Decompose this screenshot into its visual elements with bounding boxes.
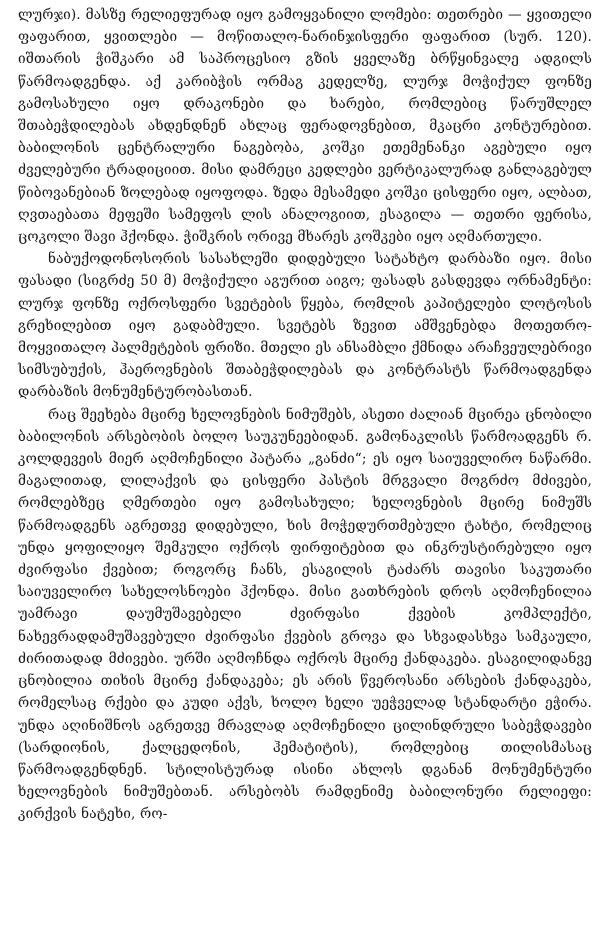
paragraph-1: ლურჯი). მასზე რელიეფურად იყო გამოყვანილი ლომები: თეთრები — ყვითელი ფაფარით, ყვითლები — მოწითალო-ნარინჯისფერი ფაფარით (სურ. 120). იშთარის ჭიშკარი ამ საპროცესიო გზის ყველაზე ბრწყინვალე ადგილს წარმოადგენდა. აქ კარიბჭის ორმაგ კედელზე, ლურჯ მოჭიქულ ფონზე გამოსახული იყო დრაკონები და ხარები, რომლებიც წარუშლელ შთაბეჭდილებას ახდენდნენ ახლაც ფერადოვნებით, მკაცრი კონტურებით. ბაბილონის ცენტრალური ნაგებობა, კოშკი ეთემენანკი აგებული იყო ძველებური ტრადიციით. მისი დამრეცი კედლები ვერტიკალურად განლაგებულ წიბოვანებიან ზოლებად იყოფოდა. ზედა მესამედი კოშკი ცისფერი იყო, ალბათ, ღვთაებათა მეფეში სამეფოს ლის ანალოგიით, ესაგილა — თეთრი ფერისა, ცოკოლი შავი ჰქონდა. ჭიშკრის ორივე მხარეს კოშკები იყო აღმართული. [18,7,592,246]
paragraph-3: რაც შეეხება მცირე ხელოვნების ნიმუშებს, ასეთი ძალიან მცირეა ცნობილი ბაბილონის არსებობის ბოლო საუკუნეებიდან. გამონაკლისს წარმოადგენს რ. კოლდევეის მიერ აღმოჩენილი პატარა „განძი“; ეს იყო საიუველირო ნაწარმი. მაგალითად, ლილაქვის და ცისფერი პასტის მრგვალი მოგრძო მძივები, რომლებზეც ღმერთები იყო გამოსახული; ხელოვნების მცირე ნიმუშს წარმოადგენს აგრეთვე დიდებული, ხის მოჭედურთმებული ტახტი, რომელიც უნდა ყოფილიყო შემკული ოქროს ფირფიტებით და ინკრუსტირებული იყო ძვირფასი ქვებით; როგორც ჩანს, ესაგილის ტაძარს თავისი საკუთარი საიუველირო სახელოსნოები ჰქონდა. მისი გათხრების დროს აღმოჩენილია უამრავი დაუმუშავებელი ძვირფასი ქვების კომპლექტი, ნახევრადდამუშავებული ძვირფასი ქვების გროვა და სხვადასხვა სამკაული, ძირითადად მძივები. ურში აღმოჩნდა ოქროს მცირე ქანდაკება. ესაგილიდანვე ცნობილია თიხის მცირე ქანდაკება; ეს არის წვეროსანი არსების ქანდაკება, რომელსაც რქები და კუდი აქვს, ხოლო ხელი უეჭველად სტანდარტი ეჭირა. უნდა აღინიშნოს აგრეთვე მრავლად აღმოჩენილი ცილინდრული საბეჭდავები (სარდიონის, ქალცედონის, ჰემატიტის), რომლებიც თილისმასაც წარმოადგენდნენ. სტილისტურად ისინი ახლოს დგანან მონუმენტური ხელოვნების ნიმუშებთან. არსებობს რამდენიმე ბაბილონური რელიეფი: კირქვის ნატეხი, რო- [18,406,592,823]
paragraph-2: ნაბუქოდონოსორის სასახლეში დიდებული სატახტო დარბაზი იყო. მისი ფასადი (სიგრძე 50 მ) მოჭიქული აგურით აიგო; ფასადს გასდევდა ორნამენტი: ლურჯ ფონზე ოქროსფერი სვეტების წყება, რომლის კაპიტელები ლოტოსის გრეხილებით იყო გადაბმული. სვეტებს ზევით ამშვენებდა მოთეთრო-მოყვითალო პალმეტების ფრიზი. მთელი ეს ანსამბლი ქმნიდა არაჩვეულებრივი სიმსუბუქის, ჰაეროვნების შთაბეჭდილებას და კონტრასტს წარმოადგენდა დარბაზის მონუმენტურობასთან. [18,251,592,401]
